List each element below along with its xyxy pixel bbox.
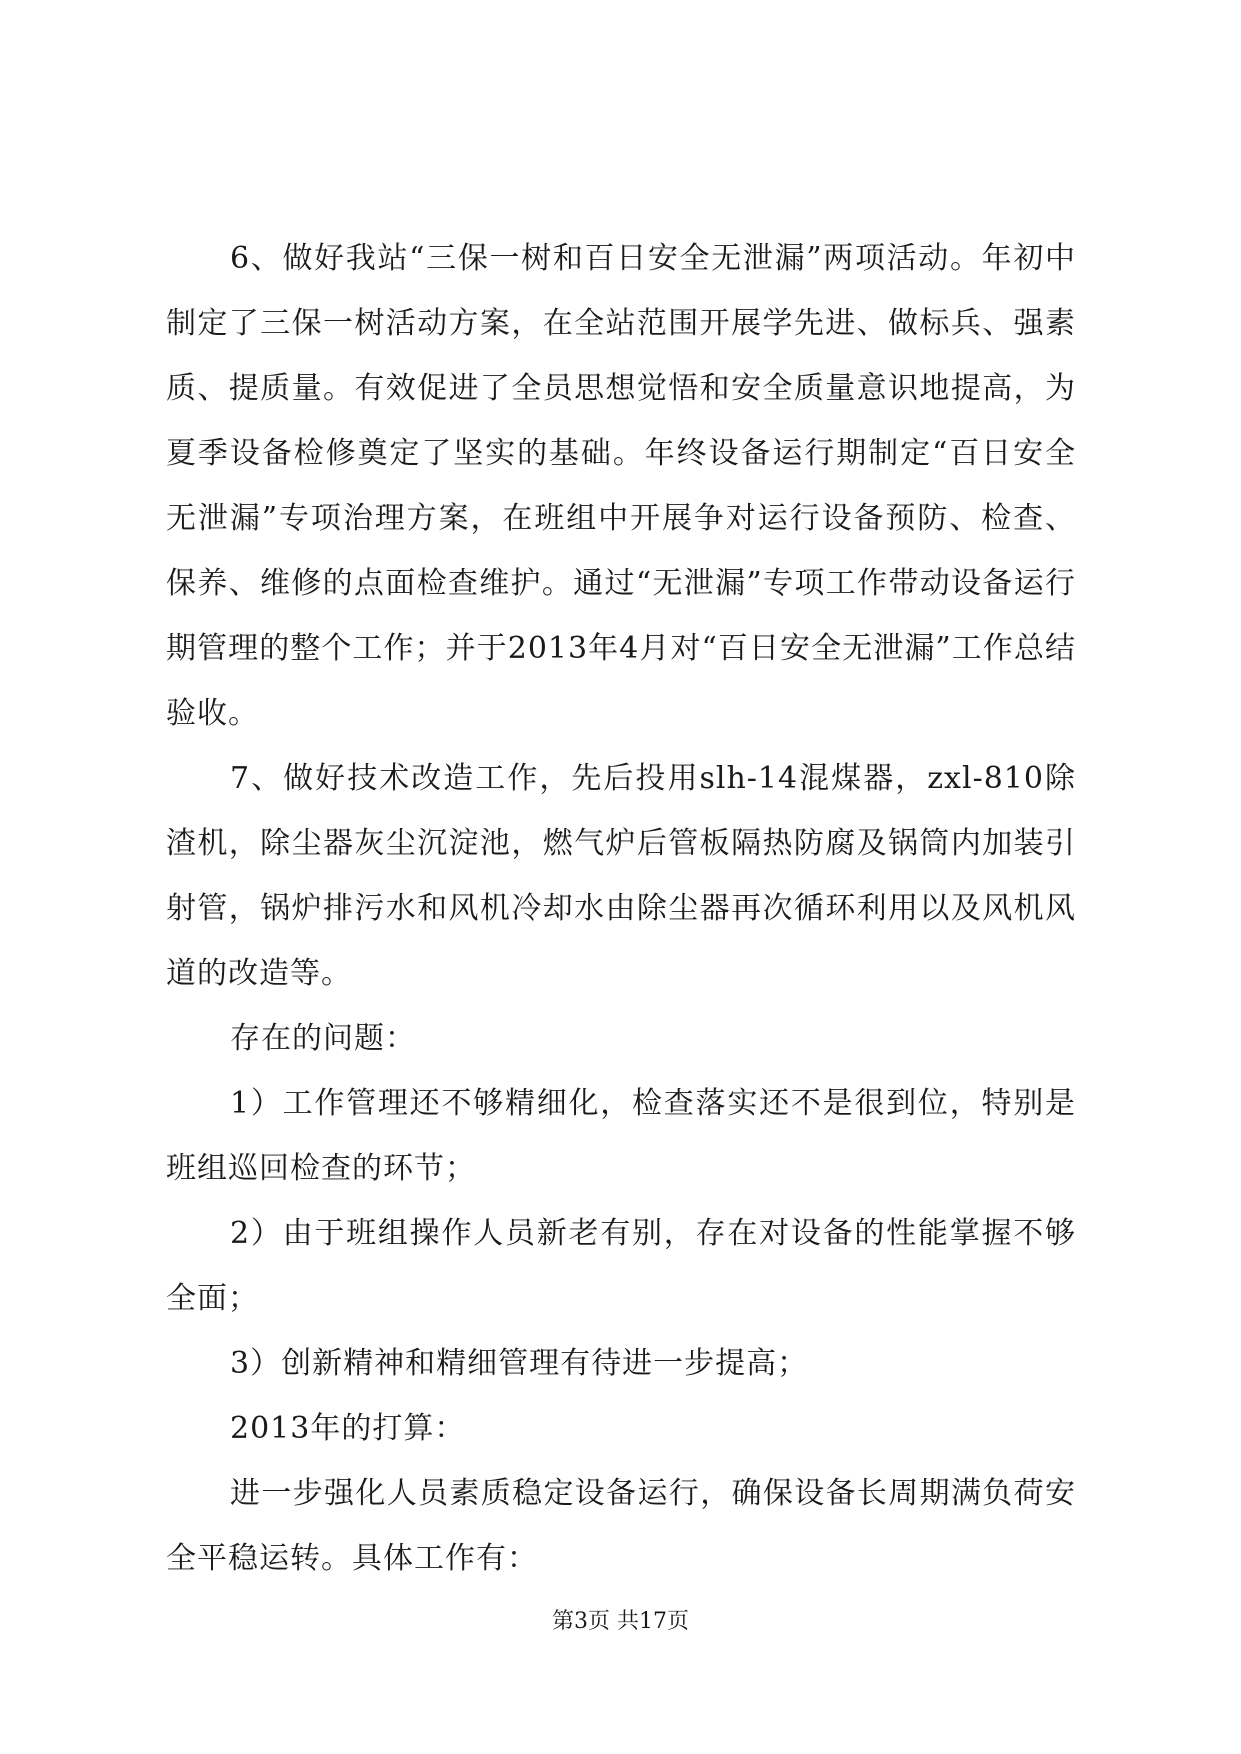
document-body: [166, 226, 1076, 1591]
paragraph-tech-upgrade: 7、做好技术改造工作，先后投用slh-14混煤器，zxl-810除渣机，除尘器灰尘沉淀池，燃气炉后管板隔热防腐及锅筒内加装引射管，锅炉排污水和风机冷却水由除尘器再次循环利用以及风机风道的改造等。: [166, 761, 1076, 991]
heading-existing-problems: 存在的问题：: [230, 1021, 416, 1056]
paragraph-problem-3: 3）创新精神和精细管理有待进一步提高；: [230, 1346, 809, 1381]
paragraph-problem-1: 1）工作管理还不够精细化，检查落实还不是很到位，特别是班组巡回检查的环节；: [166, 1086, 1076, 1186]
page-number-footer: 第3页 共17页: [552, 1609, 689, 1634]
paragraph-problem-2: 2）由于班组操作人员新老有别，存在对设备的性能掌握不够全面；: [166, 1216, 1076, 1316]
heading-plan-2013: 2013年的打算：: [230, 1411, 466, 1446]
paragraph-activities: 6、做好我站“三保一树和百日安全无泄漏”两项活动。年初中制定了三保一树活动方案，在全站范围开展学先进、做标兵、强素质、提质量。有效促进了全员思想觉悟和安全质量意识地提高，为夏季设备检修奠定了坚实的基础。年终设备运行期制定“百日安全无泄漏”专项治理方案，在班组中开展争对运行设备预防、检查、保养、维修的点面检查维护。通过“无泄漏”专项工作带动设备运行期管理的整个工作；并于2013年4月对“百日安全无泄漏”工作总结验收。: [166, 241, 1076, 731]
paragraph-plan-intro: 进一步强化人员素质稳定设备运行，确保设备长周期满负荷安全平稳运转。具体工作有：: [166, 1476, 1076, 1576]
